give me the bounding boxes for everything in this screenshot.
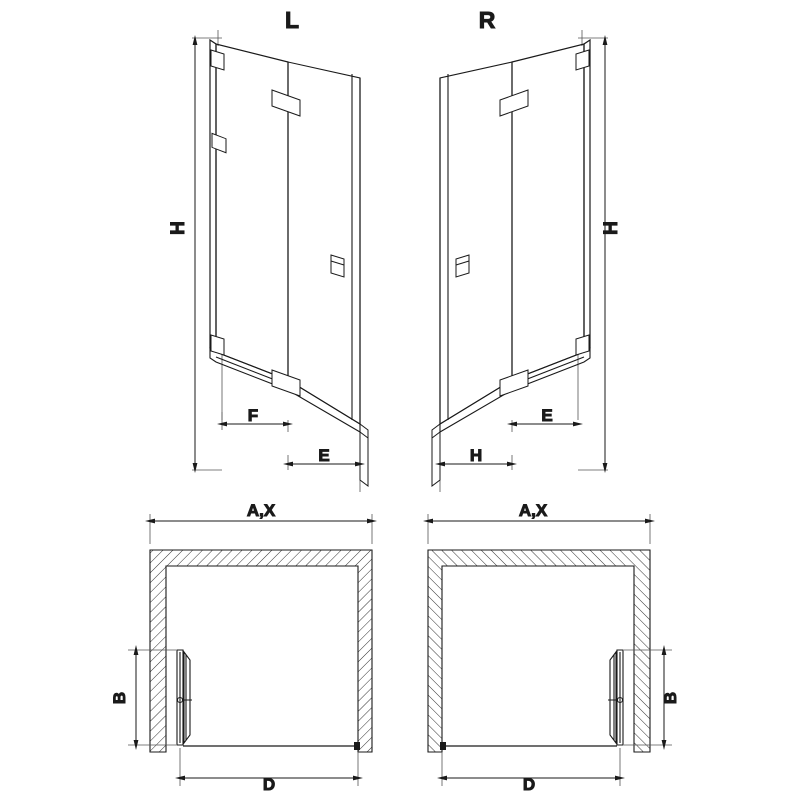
dim-AX-left-label: A,X: [246, 501, 276, 520]
dim-AX-right-label: A,X: [518, 501, 548, 520]
dim-D-left-label: D: [262, 775, 276, 794]
dim-F-right-label: E: [541, 406, 553, 425]
variant-label-R: R: [478, 7, 496, 33]
dim-E-left-label: E: [318, 446, 330, 465]
dim-B-left-label: B: [110, 691, 129, 705]
dim-E-right-label: H: [469, 446, 483, 465]
dim-D-right-label: D: [522, 775, 536, 794]
variant-label-L: L: [284, 7, 300, 33]
plan-right-group: [428, 501, 680, 794]
elevation-right-group: [432, 7, 622, 492]
plan-left-group: [110, 501, 372, 794]
dim-H-left-label: H: [168, 221, 189, 235]
elevation-left-group: [168, 7, 368, 492]
dim-B-right-label: B: [661, 691, 680, 705]
dim-F-left-label: F: [247, 406, 259, 425]
dim-H-right-label: H: [601, 221, 622, 235]
